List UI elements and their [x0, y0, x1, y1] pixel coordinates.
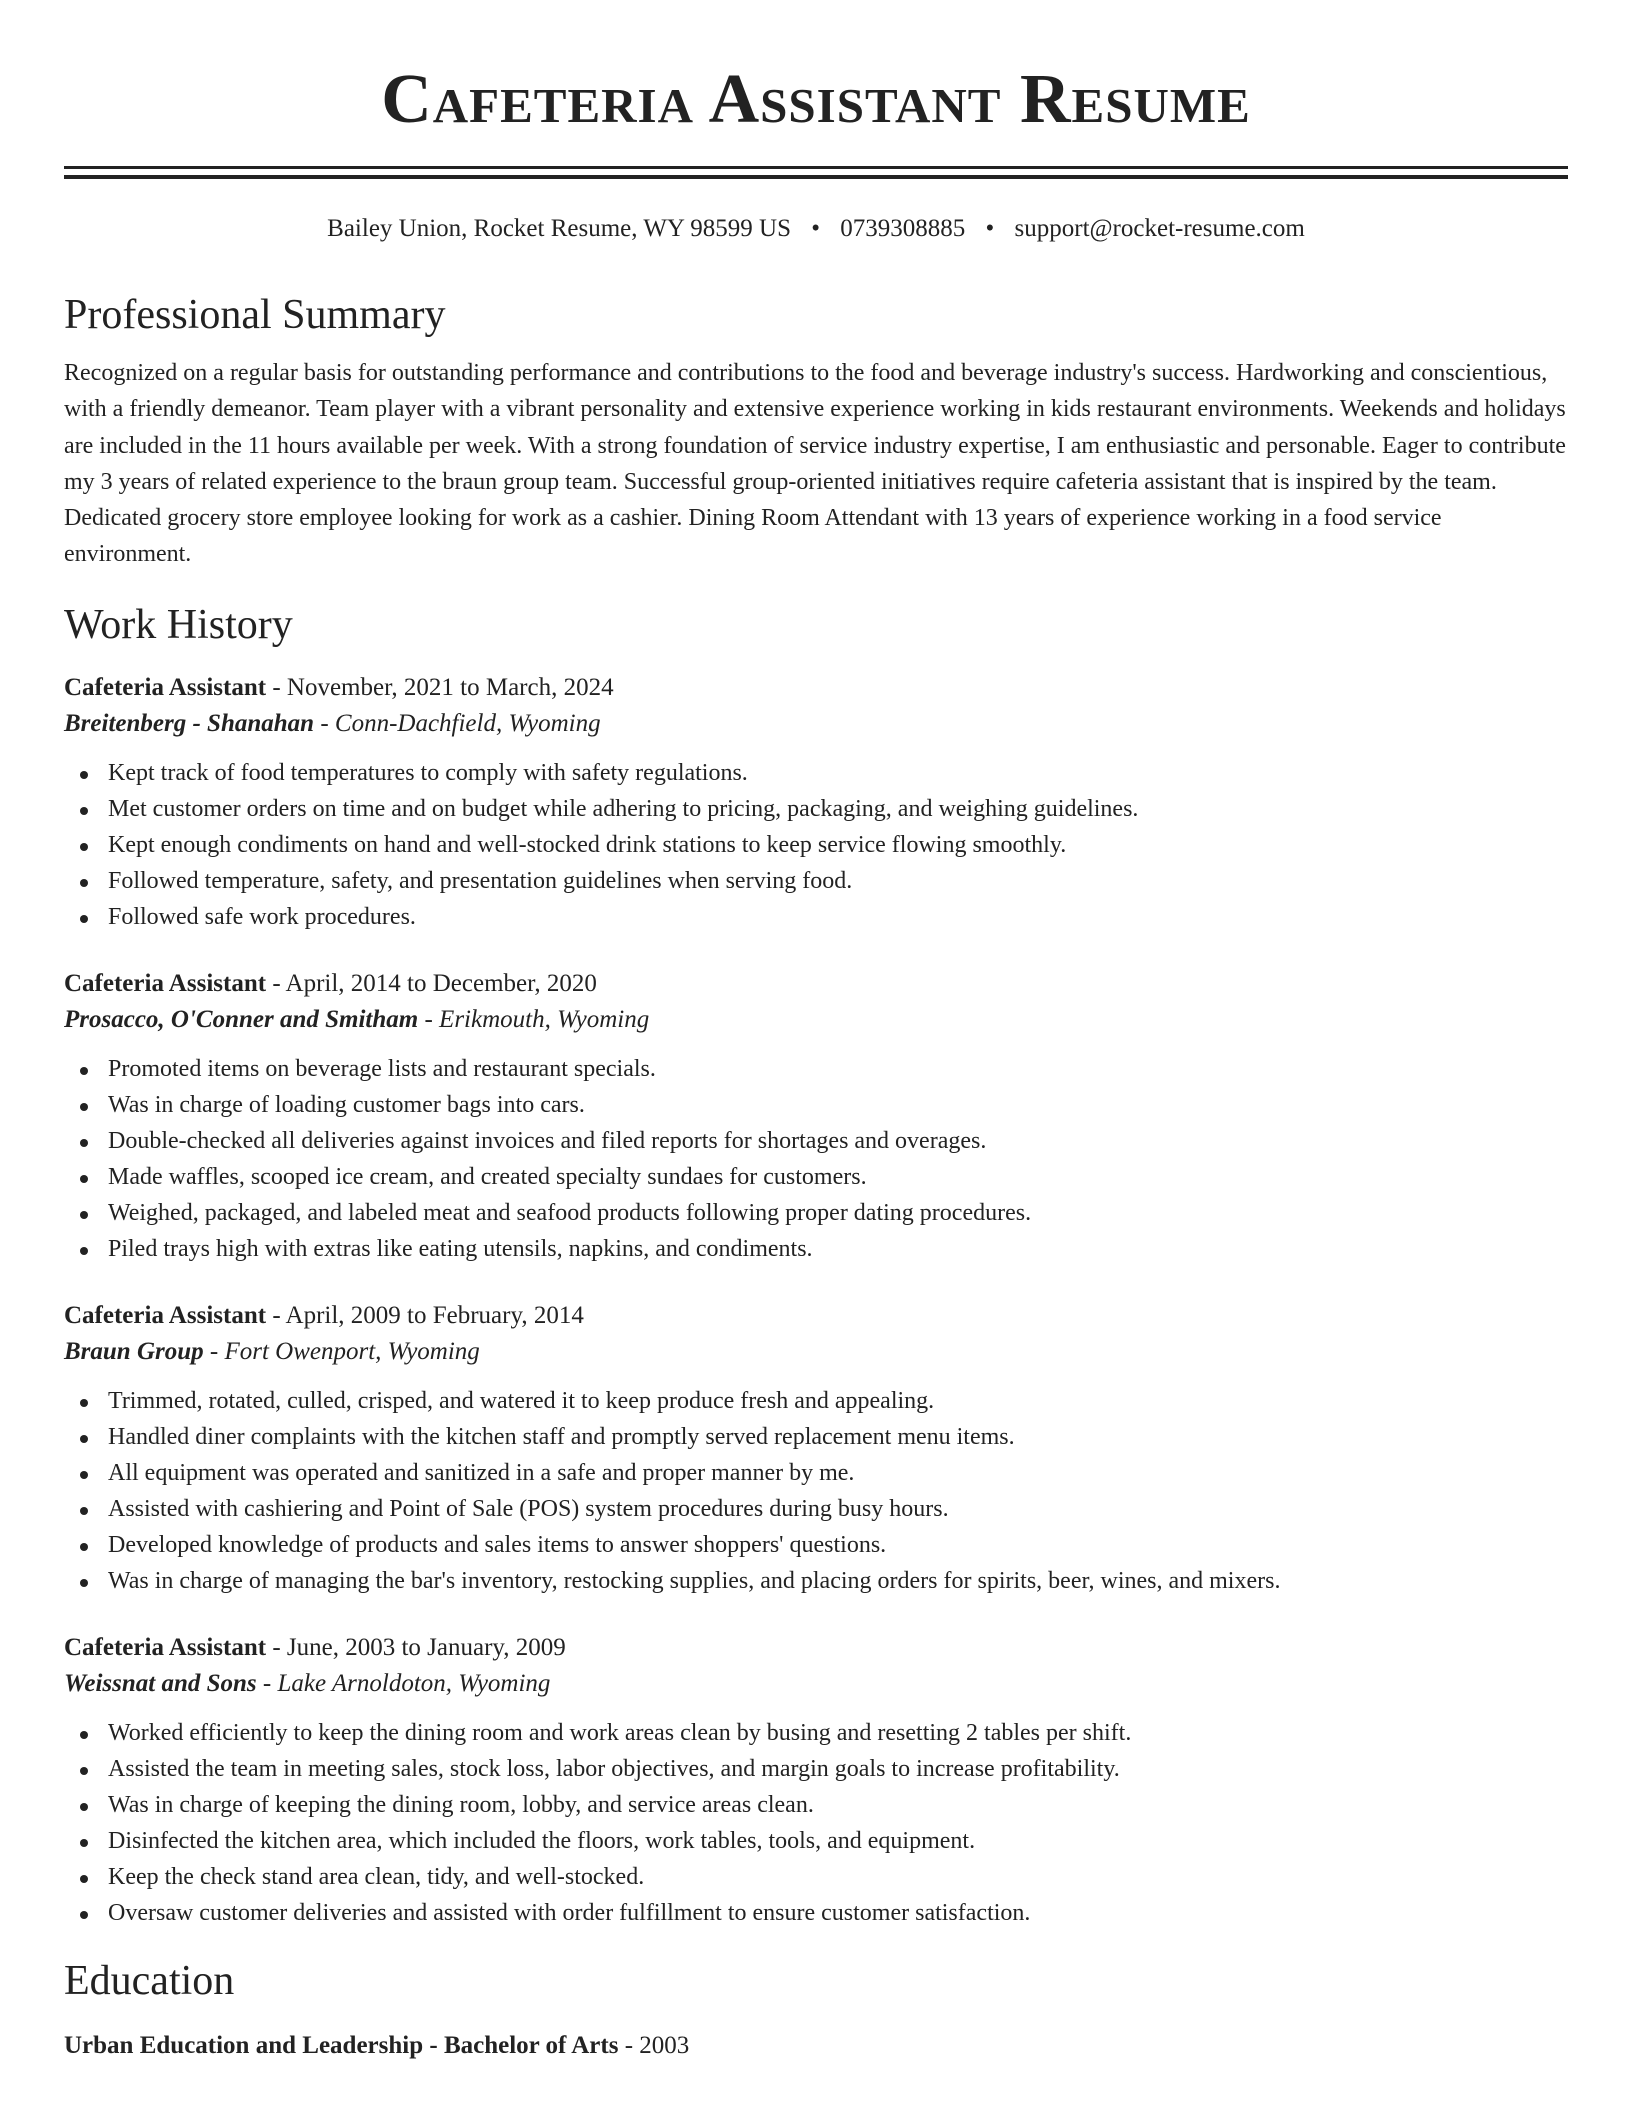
contact-separator: •: [811, 215, 821, 242]
education-year: - 2003: [618, 2031, 690, 2059]
company-location: - Erikmouth, Wyoming: [418, 1005, 650, 1033]
job-entry: [64, 967, 1568, 1267]
duty-item: Was in charge of managing the bar's inventory, restocking supplies, and placing orders for spirits, beer, wines, and mixers.: [64, 1563, 1568, 1599]
job-duties-list: [64, 755, 1568, 935]
job-dates: - November, 2021 to March, 2024: [266, 673, 614, 701]
education-entry: [64, 2029, 1568, 2063]
education-heading: Education: [64, 1957, 235, 2004]
job-duties-list: [64, 1715, 1568, 1931]
job-dates: - June, 2003 to January, 2009: [266, 1633, 566, 1661]
duty-item: Piled trays high with extras like eating utensils, napkins, and condiments.: [64, 1231, 1568, 1267]
duty-item: Trimmed, rotated, culled, crisped, and watered it to keep produce fresh and appealing.: [64, 1383, 1568, 1419]
job-dates: - April, 2014 to December, 2020: [266, 969, 597, 997]
work-history-heading: Work History: [64, 601, 293, 648]
company-line: [64, 1001, 1568, 1039]
job-title: Cafeteria Assistant: [64, 969, 267, 997]
title-divider-top: [64, 166, 1568, 169]
job-title-line: [64, 1631, 1568, 1665]
company-name: Braun Group: [64, 1337, 204, 1365]
job-entry: [64, 671, 1568, 935]
company-location: - Conn-Dachfield, Wyoming: [314, 709, 601, 737]
company-line: [64, 705, 1568, 743]
duty-item: Weighed, packaged, and labeled meat and seafood products following proper dating procedures.: [64, 1195, 1568, 1231]
duty-item: Developed knowledge of products and sales items to answer shoppers' questions.: [64, 1527, 1568, 1563]
duty-item: All equipment was operated and sanitized in a safe and proper manner by me.: [64, 1455, 1568, 1491]
duty-item: Assisted the team in meeting sales, stock loss, labor objectives, and margin goals to increase profitability.: [64, 1751, 1568, 1787]
job-title: Cafeteria Assistant: [64, 1633, 267, 1661]
contact-separator: •: [985, 215, 995, 242]
contact-address: Bailey Union, Rocket Resume, WY 98599 US: [327, 215, 791, 242]
duty-item: Met customer orders on time and on budget while adhering to pricing, packaging, and weighing guidelines.: [64, 791, 1568, 827]
duty-item: Assisted with cashiering and Point of Sale (POS) system procedures during busy hours.: [64, 1491, 1568, 1527]
job-title: Cafeteria Assistant: [64, 1301, 267, 1329]
duty-item: Was in charge of loading customer bags into cars.: [64, 1087, 1568, 1123]
company-name: Weissnat and Sons: [64, 1669, 257, 1697]
duty-item: Oversaw customer deliveries and assisted with order fulfillment to ensure customer satisfaction.: [64, 1895, 1568, 1931]
title-divider-bottom: [64, 175, 1568, 179]
duty-item: Followed temperature, safety, and presentation guidelines when serving food.: [64, 863, 1568, 899]
duty-item: Double-checked all deliveries against invoices and filed reports for shortages and overages.: [64, 1123, 1568, 1159]
contact-phone: 0739308885: [840, 215, 966, 242]
duty-item: Promoted items on beverage lists and restaurant specials.: [64, 1051, 1568, 1087]
job-entry: [64, 1631, 1568, 1931]
job-title: Cafeteria Assistant: [64, 673, 267, 701]
company-line: [64, 1665, 1568, 1703]
duty-item: Kept enough condiments on hand and well-stocked drink stations to keep service flowing smoothly.: [64, 827, 1568, 863]
job-title-line: [64, 1299, 1568, 1333]
contact-line: [64, 213, 1568, 245]
contact-email: support@rocket-resume.com: [1014, 215, 1305, 242]
summary-heading: Professional Summary: [64, 292, 446, 338]
job-duties-list: [64, 1051, 1568, 1267]
company-name: Prosacco, O'Conner and Smitham: [64, 1005, 419, 1033]
job-dates: - April, 2009 to February, 2014: [266, 1301, 584, 1329]
duty-item: Handled diner complaints with the kitchen staff and promptly served replacement menu items.: [64, 1419, 1568, 1455]
job-title-line: [64, 671, 1568, 705]
company-name: Breitenberg - Shanahan: [64, 709, 315, 737]
duty-item: Keep the check stand area clean, tidy, and well-stocked.: [64, 1859, 1568, 1895]
duty-item: Disinfected the kitchen area, which included the floors, work tables, tools, and equipment.: [64, 1823, 1568, 1859]
duty-item: Was in charge of keeping the dining room, lobby, and service areas clean.: [64, 1787, 1568, 1823]
resume-title: Cafeteria Assistant Resume: [381, 61, 1251, 138]
company-location: - Lake Arnoldoton, Wyoming: [256, 1669, 551, 1697]
resume-page: [64, 0, 1568, 2063]
education-school-degree: Urban Education and Leadership - Bachelor of Arts: [64, 2031, 619, 2059]
duty-item: Followed safe work procedures.: [64, 899, 1568, 935]
duty-item: Kept track of food temperatures to comply with safety regulations.: [64, 755, 1568, 791]
company-location: - Fort Owenport, Wyoming: [203, 1337, 480, 1365]
summary-text: Recognized on a regular basis for outstanding performance and contributions to the food and beverage industry's success. Hardworking and conscientious, with a friendly demeanor. Team player with a vibrant personality and extensive experience working in kids restaurant environments. Weekends and holidays are included in the 11 hours available per week. With a strong foundation of service industry expertise, I am enthusiastic and personable. Eager to contribute my 3 years of related experience to the braun group team. Successful group-oriented initiatives require cafeteria assistant that is inspired by the team. Dedicated grocery store employee looking for work as a cashier. Dining Room Attendant with 13 years of experience working in a food service environment.: [64, 360, 1566, 568]
duty-item: Made waffles, scooped ice cream, and created specialty sundaes for customers.: [64, 1159, 1568, 1195]
job-entry: [64, 1299, 1568, 1599]
job-duties-list: [64, 1383, 1568, 1599]
duty-item: Worked efficiently to keep the dining room and work areas clean by busing and resetting 2 tables per shift.: [64, 1715, 1568, 1751]
job-title-line: [64, 967, 1568, 1001]
company-line: [64, 1333, 1568, 1371]
